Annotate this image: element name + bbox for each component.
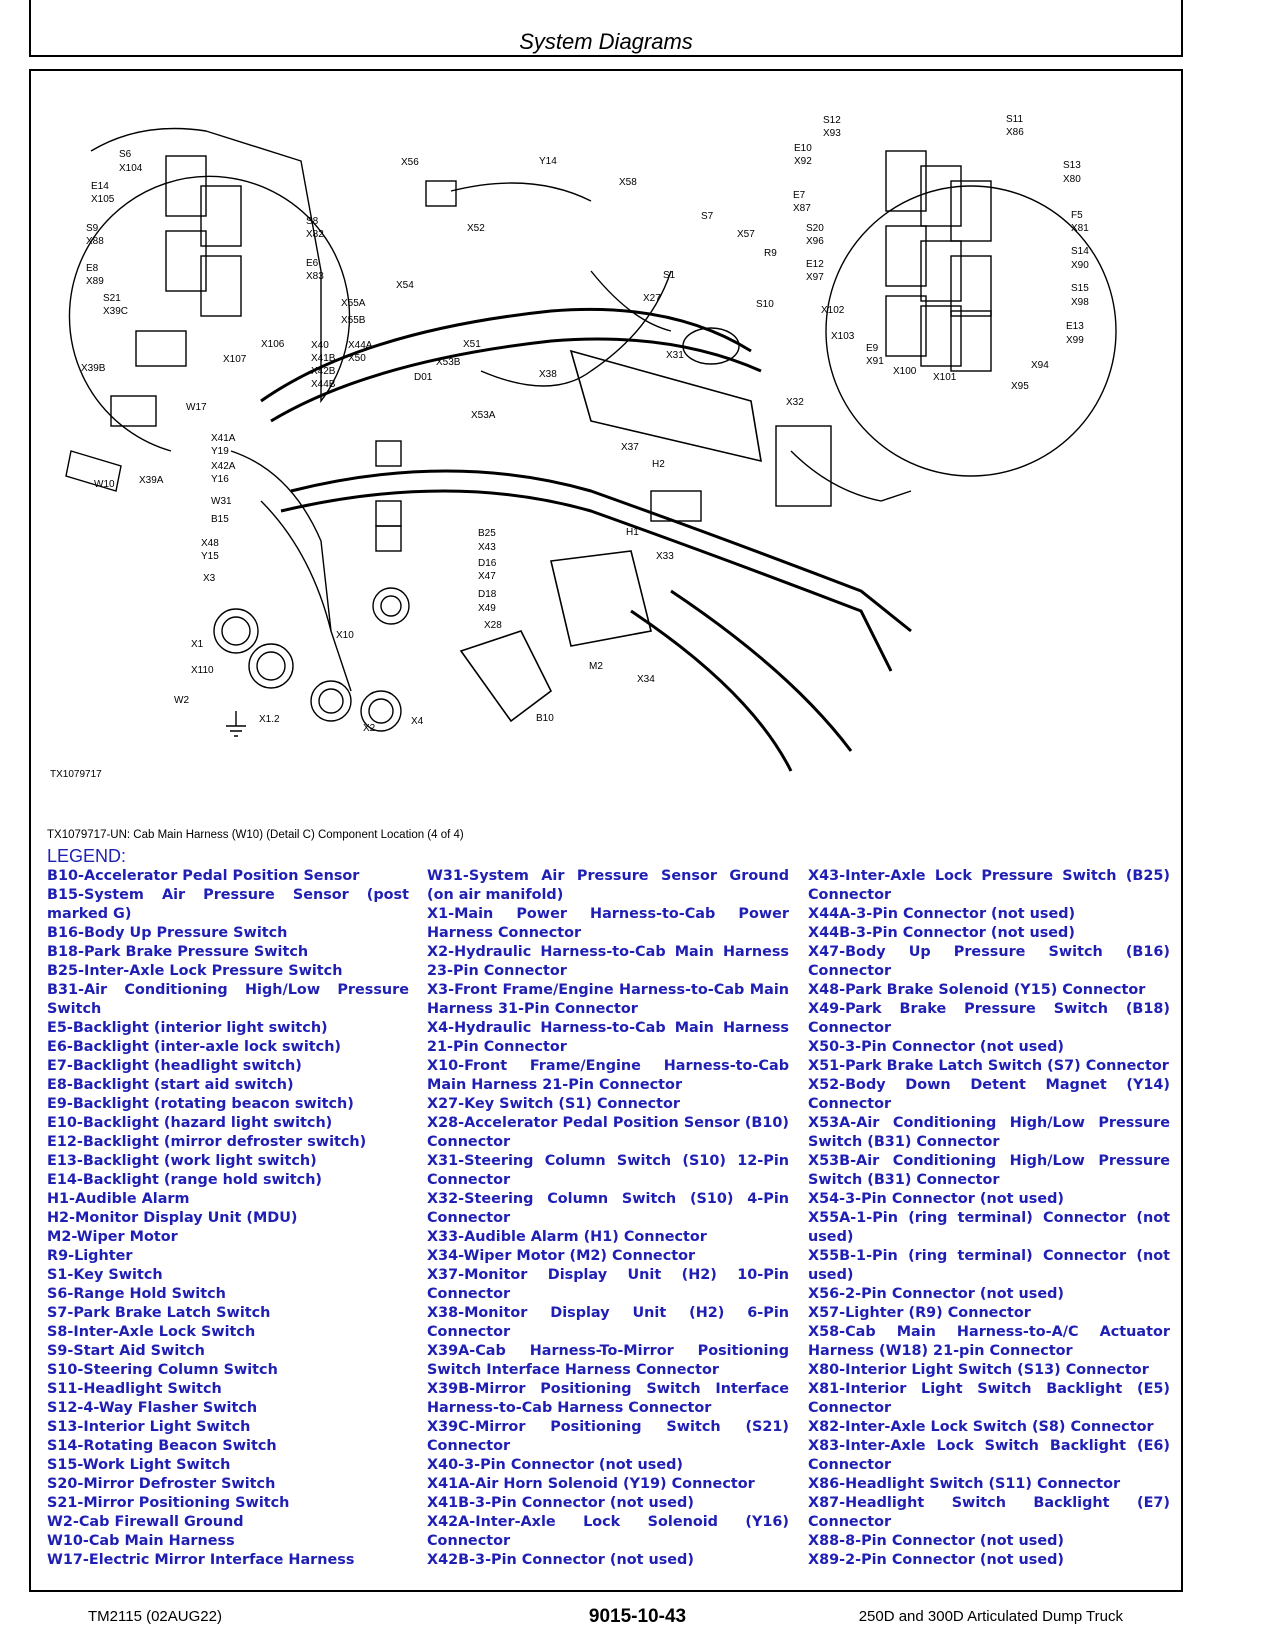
svg-text:X53B: X53B xyxy=(436,357,461,368)
svg-text:X39A: X39A xyxy=(139,475,164,486)
svg-text:X91: X91 xyxy=(866,356,884,367)
page-header xyxy=(29,0,1183,57)
legend-entry: B18-Park Brake Pressure Switch xyxy=(47,944,309,960)
legend-entry: X39A-Cab Harness-To-Mirror Positioning Switch Interface Harness Connector xyxy=(427,1343,789,1378)
svg-text:S15: S15 xyxy=(1071,283,1089,294)
svg-text:X49: X49 xyxy=(478,603,496,614)
svg-text:Y14: Y14 xyxy=(539,156,557,167)
svg-text:X87: X87 xyxy=(793,203,811,214)
legend-entry: B10-Accelerator Pedal Position Sensor xyxy=(47,868,360,884)
legend-entry: B25-Inter-Axle Lock Pressure Switch xyxy=(47,963,343,979)
legend-entry: E10-Backlight (hazard light switch) xyxy=(47,1115,333,1131)
svg-text:X106: X106 xyxy=(261,339,285,350)
legend-entry: X41A-Air Horn Solenoid (Y19) Connector xyxy=(427,1476,755,1492)
svg-text:X55A: X55A xyxy=(341,298,366,309)
svg-text:X44B: X44B xyxy=(311,379,336,390)
svg-text:M2: M2 xyxy=(589,661,603,672)
svg-text:S7: S7 xyxy=(701,211,714,222)
legend-entry: E6-Backlight (inter-axle lock switch) xyxy=(47,1039,342,1055)
legend-entry: W10-Cab Main Harness xyxy=(47,1533,235,1549)
svg-text:D01: D01 xyxy=(414,372,433,383)
svg-text:S13: S13 xyxy=(1063,160,1081,171)
svg-text:X41B: X41B xyxy=(311,353,336,364)
svg-text:S21: S21 xyxy=(103,293,121,304)
legend-entry: X86-Headlight Switch (S11) Connector xyxy=(808,1476,1121,1492)
svg-text:S1: S1 xyxy=(663,270,676,281)
legend-entry: E12-Backlight (mirror defroster switch) xyxy=(47,1134,367,1150)
svg-text:X56: X56 xyxy=(401,157,419,168)
legend-entry: X39C-Mirror Positioning Switch (S21) Connector xyxy=(427,1419,789,1454)
legend-entry: X57-Lighter (R9) Connector xyxy=(808,1305,1031,1321)
svg-text:W10: W10 xyxy=(94,479,115,490)
legend-entry: X53B-Air Conditioning High/Low Pressure Switch (B31) Connector xyxy=(808,1153,1170,1188)
legend-entry: X38-Monitor Display Unit (H2) 6-Pin Connector xyxy=(427,1305,789,1340)
legend-entry: W31-System Air Pressure Sensor Ground (on air manifold) xyxy=(427,868,789,903)
svg-text:X48: X48 xyxy=(201,538,219,549)
svg-text:X103: X103 xyxy=(831,331,855,342)
svg-text:R9: R9 xyxy=(764,248,777,259)
svg-text:X82: X82 xyxy=(306,229,324,240)
svg-text:X1.2: X1.2 xyxy=(259,714,280,725)
legend-entry: X80-Interior Light Switch (S13) Connector xyxy=(808,1362,1149,1378)
svg-text:W2: W2 xyxy=(174,695,189,706)
legend-entry: E9-Backlight (rotating beacon switch) xyxy=(47,1096,354,1112)
legend-entry: B16-Body Up Pressure Switch xyxy=(47,925,288,941)
svg-text:X107: X107 xyxy=(223,354,247,365)
svg-text:H1: H1 xyxy=(626,527,639,538)
svg-text:E7: E7 xyxy=(793,190,806,201)
legend-entry: X82-Inter-Axle Lock Switch (S8) Connector xyxy=(808,1419,1154,1435)
legend-entry: X49-Park Brake Pressure Switch (B18) Connector xyxy=(808,1001,1170,1036)
svg-text:S9: S9 xyxy=(86,223,99,234)
svg-text:X52: X52 xyxy=(467,223,485,234)
legend-entry: X32-Steering Column Switch (S10) 4-Pin Connector xyxy=(427,1191,789,1226)
svg-text:F5: F5 xyxy=(1071,210,1083,221)
legend-entry: E14-Backlight (range hold switch) xyxy=(47,1172,323,1188)
svg-text:X50: X50 xyxy=(348,353,366,364)
svg-text:X86: X86 xyxy=(1006,127,1024,138)
legend-entry: S8-Inter-Axle Lock Switch xyxy=(47,1324,256,1340)
legend-column-2 xyxy=(427,867,789,1570)
svg-text:X102: X102 xyxy=(821,305,845,316)
svg-text:X1: X1 xyxy=(191,639,204,650)
svg-text:X3: X3 xyxy=(203,573,216,584)
svg-text:X53A: X53A xyxy=(471,410,496,421)
svg-text:D18: D18 xyxy=(478,589,497,600)
legend-entry: S14-Rotating Beacon Switch xyxy=(47,1438,277,1454)
legend-column-3 xyxy=(808,867,1170,1570)
svg-text:X10: X10 xyxy=(336,630,354,641)
legend-entry: W2-Cab Firewall Ground xyxy=(47,1514,244,1530)
footer-product-name: 250D and 300D Articulated Dump Truck xyxy=(858,1608,1123,1625)
figure-id: TX1079717 xyxy=(50,769,102,780)
svg-text:X101: X101 xyxy=(933,372,957,383)
svg-text:X58: X58 xyxy=(619,177,637,188)
svg-text:D16: D16 xyxy=(478,558,497,569)
svg-text:X34: X34 xyxy=(637,674,655,685)
svg-text:X80: X80 xyxy=(1063,174,1081,185)
legend-entry: B31-Air Conditioning High/Low Pressure Switch xyxy=(47,982,409,1017)
svg-text:X89: X89 xyxy=(86,276,104,287)
legend-entry: X51-Park Brake Latch Switch (S7) Connector xyxy=(808,1058,1169,1074)
svg-text:B10: B10 xyxy=(536,713,554,724)
svg-text:X90: X90 xyxy=(1071,260,1089,271)
legend-entry: X44A-3-Pin Connector (not used) xyxy=(808,906,1076,922)
legend-entry: X44B-3-Pin Connector (not used) xyxy=(808,925,1075,941)
figure-caption: TX1079717-UN: Cab Main Harness (W10) (Detail C) Component Location (4 of 4) xyxy=(47,829,464,841)
legend-entry: H2-Monitor Display Unit (MDU) xyxy=(47,1210,298,1226)
svg-text:X41A: X41A xyxy=(211,433,236,444)
svg-text:X31: X31 xyxy=(666,350,684,361)
page-title: System Diagrams xyxy=(519,29,693,54)
legend-entry: E8-Backlight (start aid switch) xyxy=(47,1077,294,1093)
legend-entry: B15-System Air Pressure Sensor (post marked G) xyxy=(47,887,409,922)
legend-entry: X28-Accelerator Pedal Position Sensor (B10) Connector xyxy=(427,1115,789,1150)
legend-entry: X10-Front Frame/Engine Harness-to-Cab Main Harness 21-Pin Connector xyxy=(427,1058,789,1093)
svg-text:X57: X57 xyxy=(737,229,755,240)
svg-text:S10: S10 xyxy=(756,299,774,310)
svg-text:X97: X97 xyxy=(806,272,824,283)
svg-text:S11: S11 xyxy=(1006,114,1024,125)
legend-entry: X39B-Mirror Positioning Switch Interface Harness-to-Cab Harness Connector xyxy=(427,1381,789,1416)
svg-text:X83: X83 xyxy=(306,271,324,282)
legend-entry: X42B-3-Pin Connector (not used) xyxy=(427,1552,694,1568)
legend-entry: X42A-Inter-Axle Lock Solenoid (Y16) Connector xyxy=(427,1514,789,1549)
legend-entry: S12-4-Way Flasher Switch xyxy=(47,1400,258,1416)
svg-text:X54: X54 xyxy=(396,280,414,291)
svg-text:B15: B15 xyxy=(211,514,229,525)
svg-text:W17: W17 xyxy=(186,402,207,413)
svg-text:X42B: X42B xyxy=(311,366,336,377)
svg-text:X39C: X39C xyxy=(103,306,129,317)
svg-text:S8: S8 xyxy=(306,216,319,227)
svg-text:X44A: X44A xyxy=(348,340,373,351)
legend-entry: X81-Interior Light Switch Backlight (E5) Connector xyxy=(808,1381,1170,1416)
legend-entry: W17-Electric Mirror Interface Harness xyxy=(47,1552,355,1568)
legend-entry: X83-Inter-Axle Lock Switch Backlight (E6) Connector xyxy=(808,1438,1170,1473)
svg-text:X33: X33 xyxy=(656,551,674,562)
legend-entry: X40-3-Pin Connector (not used) xyxy=(427,1457,683,1473)
svg-text:Y19: Y19 xyxy=(211,446,229,457)
footer-page-number: 9015-10-43 xyxy=(588,1606,687,1627)
legend-entry: X56-2-Pin Connector (not used) xyxy=(808,1286,1064,1302)
svg-text:X4: X4 xyxy=(411,716,424,727)
legend-entry: S6-Range Hold Switch xyxy=(47,1286,226,1302)
legend-entry: X52-Body Down Detent Magnet (Y14) Connector xyxy=(808,1077,1170,1112)
svg-text:E14: E14 xyxy=(91,181,109,192)
harness-diagram xyxy=(31,71,1181,806)
svg-text:X37: X37 xyxy=(621,442,639,453)
legend-entry: S13-Interior Light Switch xyxy=(47,1419,251,1435)
legend-entry: S10-Steering Column Switch xyxy=(47,1362,278,1378)
legend-entry: R9-Lighter xyxy=(47,1248,133,1264)
legend-entry: X55B-1-Pin (ring terminal) Connector (not used) xyxy=(808,1248,1170,1283)
legend-entry: S9-Start Aid Switch xyxy=(47,1343,205,1359)
legend-entry: H1-Audible Alarm xyxy=(47,1191,190,1207)
svg-text:X43: X43 xyxy=(478,542,496,553)
svg-text:X110: X110 xyxy=(191,665,214,676)
svg-text:X42A: X42A xyxy=(211,461,236,472)
legend-entry: X31-Steering Column Switch (S10) 12-Pin Connector xyxy=(427,1153,789,1188)
svg-text:E8: E8 xyxy=(86,263,99,274)
svg-text:X99: X99 xyxy=(1066,335,1084,346)
svg-text:W31: W31 xyxy=(211,496,232,507)
callout-labels xyxy=(81,114,1089,734)
svg-text:X47: X47 xyxy=(478,571,496,582)
svg-text:X100: X100 xyxy=(893,366,917,377)
svg-text:X28: X28 xyxy=(484,620,502,631)
legend-column-1 xyxy=(47,867,409,1570)
svg-text:X96: X96 xyxy=(806,236,824,247)
svg-text:X92: X92 xyxy=(794,156,812,167)
svg-text:B25: B25 xyxy=(478,528,496,539)
legend-entry: X34-Wiper Motor (M2) Connector xyxy=(427,1248,696,1264)
legend-entry: X47-Body Up Pressure Switch (B16) Connector xyxy=(808,944,1170,979)
legend-entry: X89-2-Pin Connector (not used) xyxy=(808,1552,1064,1568)
svg-text:X27: X27 xyxy=(643,293,661,304)
legend-entry: S7-Park Brake Latch Switch xyxy=(47,1305,271,1321)
legend-title: LEGEND: xyxy=(47,846,127,866)
svg-text:H2: H2 xyxy=(652,459,665,470)
svg-text:X39B: X39B xyxy=(81,363,106,374)
legend-entry: S20-Mirror Defroster Switch xyxy=(47,1476,276,1492)
legend-entry: S15-Work Light Switch xyxy=(47,1457,231,1473)
svg-text:X32: X32 xyxy=(786,397,804,408)
svg-text:X40: X40 xyxy=(311,340,329,351)
legend-entry: E5-Backlight (interior light switch) xyxy=(47,1020,328,1036)
svg-text:Y15: Y15 xyxy=(201,551,219,562)
svg-text:E12: E12 xyxy=(806,259,824,270)
svg-text:X93: X93 xyxy=(823,128,841,139)
svg-text:X95: X95 xyxy=(1011,381,1029,392)
legend-entry: S21-Mirror Positioning Switch xyxy=(47,1495,290,1511)
svg-text:X55B: X55B xyxy=(341,315,366,326)
svg-text:X98: X98 xyxy=(1071,297,1089,308)
legend-entry: X54-3-Pin Connector (not used) xyxy=(808,1191,1064,1207)
footer-manual-id: TM2115 (02AUG22) xyxy=(88,1608,222,1625)
legend-entry: X50-3-Pin Connector (not used) xyxy=(808,1039,1064,1055)
legend-entry: X88-8-Pin Connector (not used) xyxy=(808,1533,1064,1549)
svg-text:S14: S14 xyxy=(1071,246,1089,257)
legend-entry: X41B-3-Pin Connector (not used) xyxy=(427,1495,694,1511)
legend-entry: M2-Wiper Motor xyxy=(47,1229,178,1245)
svg-text:X88: X88 xyxy=(86,236,104,247)
svg-text:E9: E9 xyxy=(866,343,879,354)
svg-text:X104: X104 xyxy=(119,163,143,174)
svg-text:S12: S12 xyxy=(823,115,841,126)
legend-entry: X4-Hydraulic Harness-to-Cab Main Harness 21-Pin Connector xyxy=(427,1020,789,1055)
svg-text:E13: E13 xyxy=(1066,321,1084,332)
legend-entry: S11-Headlight Switch xyxy=(47,1381,222,1397)
svg-text:X2: X2 xyxy=(363,723,376,734)
svg-text:X105: X105 xyxy=(91,194,115,205)
legend-entry: S1-Key Switch xyxy=(47,1267,163,1283)
legend-entry: E7-Backlight (headlight switch) xyxy=(47,1058,302,1074)
legend-entry: X58-Cab Main Harness-to-A/C Actuator Harness (W18) 21-pin Connector xyxy=(808,1324,1170,1359)
svg-text:X51: X51 xyxy=(463,339,481,350)
svg-text:S20: S20 xyxy=(806,223,824,234)
legend-entry: X3-Front Frame/Engine Harness-to-Cab Main Harness 31-Pin Connector xyxy=(427,982,789,1017)
svg-text:E6: E6 xyxy=(306,258,319,269)
legend-entry: X53A-Air Conditioning High/Low Pressure Switch (B31) Connector xyxy=(808,1115,1170,1150)
legend-entry: E13-Backlight (work light switch) xyxy=(47,1153,317,1169)
legend-entry: X2-Hydraulic Harness-to-Cab Main Harness 23-Pin Connector xyxy=(427,944,789,979)
legend-entry: X87-Headlight Switch Backlight (E7) Connector xyxy=(808,1495,1170,1530)
svg-text:X81: X81 xyxy=(1071,223,1089,234)
svg-text:E10: E10 xyxy=(794,143,812,154)
svg-text:S6: S6 xyxy=(119,149,132,160)
legend-entry: X1-Main Power Harness-to-Cab Power Harness Connector xyxy=(427,906,789,941)
legend-entry: X33-Audible Alarm (H1) Connector xyxy=(427,1229,707,1245)
legend-entry: X37-Monitor Display Unit (H2) 10-Pin Connector xyxy=(427,1267,789,1302)
legend-entry: X27-Key Switch (S1) Connector xyxy=(427,1096,681,1112)
svg-text:Y16: Y16 xyxy=(211,474,229,485)
legend-entry: X55A-1-Pin (ring terminal) Connector (not used) xyxy=(808,1210,1170,1245)
legend-entry: X48-Park Brake Solenoid (Y15) Connector xyxy=(808,982,1146,998)
svg-text:X94: X94 xyxy=(1031,360,1049,371)
legend-entry: X43-Inter-Axle Lock Pressure Switch (B25) Connector xyxy=(808,868,1170,903)
svg-text:X38: X38 xyxy=(539,369,557,380)
